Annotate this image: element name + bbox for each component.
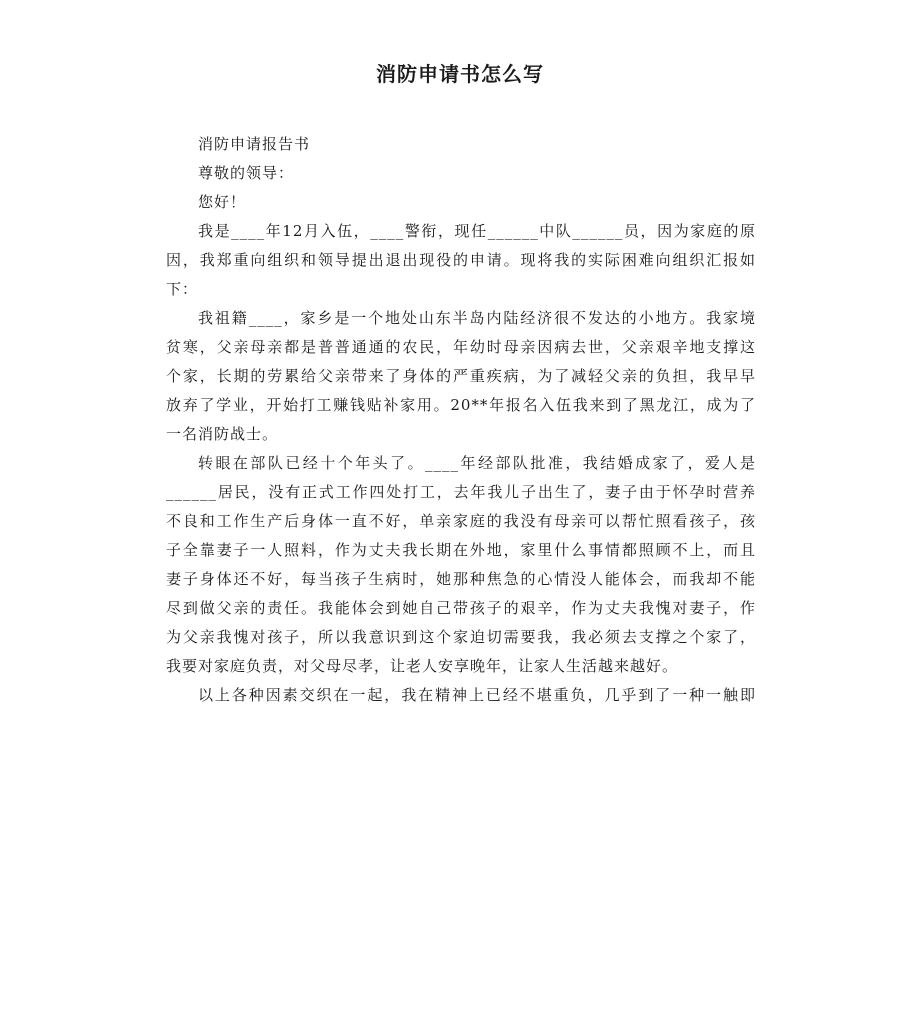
document-body — [166, 130, 756, 710]
paragraph-2-line-4: 放弃了学业，开始打工赚钱贴补家用。20**年报名入伍我来到了黑龙江，成为了 — [166, 396, 756, 414]
paragraph-3-line-6: 尽到做父亲的责任。我能体会到她自己带孩子的艰辛，作为丈夫我愧对妻子，作 — [166, 599, 756, 617]
paragraph-3-line-5: 妻子身体还不好，每当孩子生病时，她那种焦急的心情没人能体会，而我却不能 — [166, 570, 756, 588]
paragraph-2-line-2: 贫寒，父亲母亲都是普普通通的农民，年幼时母亲因病去世，父亲艰辛地支撑这 — [166, 338, 756, 356]
paragraph-3-line-2: ______居民，没有正式工作四处打工，去年我儿子出生了，妻子由于怀孕时营养 — [166, 483, 756, 501]
paragraph-1-line-2: 因，我郑重向组织和领导提出退出现役的申请。现将我的实际困难向组织汇报如 — [166, 251, 756, 269]
paragraph-3-line-8: 我要对家庭负责，对父母尽孝，让老人安享晚年，让家人生活越来越好。 — [166, 657, 679, 675]
paragraph-2-line-1: 我祖籍____，家乡是一个地处山东半岛内陆经济很不发达的小地方。我家境 — [198, 309, 756, 327]
paragraph-3-line-7: 为父亲我愧对孩子，所以我意识到这个家迫切需要我，我必须去支撑之个家了， — [166, 628, 756, 646]
paragraph-3-line-1: 转眼在部队已经十个年头了。____年经部队批准，我结婚成家了，爱人是 — [198, 454, 756, 472]
line-greeting: 您好！ — [198, 193, 247, 211]
paragraph-2-line-5: 一名消防战士。 — [166, 425, 279, 443]
line-heading: 消防申请报告书 — [198, 135, 311, 153]
paragraph-2-line-3: 个家，长期的劳累给父亲带来了身体的严重疾病，为了减轻父亲的负担，我早早 — [166, 367, 756, 385]
paragraph-1-line-1: 我是____年12月入伍，____警衔，现任______中队______员，因为家庭的原 — [198, 222, 756, 240]
line-salutation: 尊敬的领导： — [198, 164, 295, 182]
paragraph-3-line-3: 不良和工作生产后身体一直不好，单亲家庭的我没有母亲可以帮忙照看孩子，孩 — [166, 512, 756, 530]
paragraph-4-line-1: 以上各种因素交织在一起，我在精神上已经不堪重负，几乎到了一种一触即 — [198, 686, 756, 704]
paragraph-3-line-4: 子全靠妻子一人照料，作为丈夫我长期在外地，家里什么事情都照顾不上，而且 — [166, 541, 756, 559]
document-title: 消防申请书怎么写 — [376, 62, 544, 86]
paragraph-1-line-3: 下： — [166, 280, 199, 298]
